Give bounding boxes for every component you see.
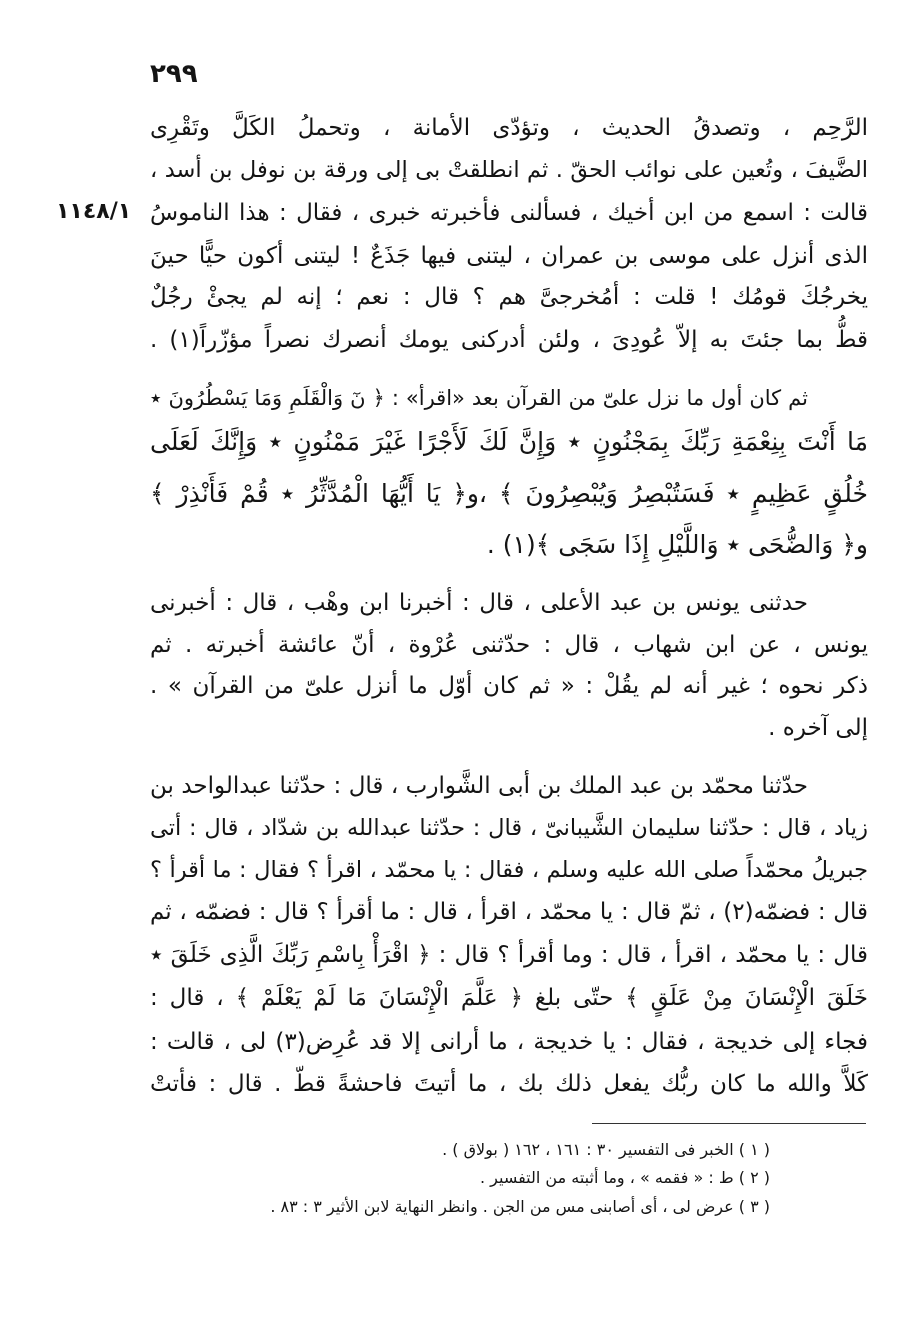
text-line: كَلاَّ والله ما كان ربُّك يفعل ذلك بك ، ما أتيتَ فاحشةً قطّ . قال : فأتتْ	[150, 1071, 868, 1097]
text-line: حدثنى يونس بن عبد الأعلى ، قال : أخبرنا ابن وهْب ، قال : أخبرنى	[150, 590, 808, 616]
footnote: ( ٣ ) عرض لى ، أى أصابنى مس من الجن . وانظر النهاية لابن الأثير ٣ : ٨٣ .	[270, 1197, 770, 1216]
page-number: ٢٩٩	[150, 59, 198, 89]
text-line: يخرجُكَ قومُك ! قلت : أمُخرجىَّ هم ؟ قال : نعم ؛ إنه لم يجئْ رجُلٌ	[150, 284, 868, 310]
text-line: و﴿ وَالضُّحَى ٭ وَاللَّيْلِ إِذَا سَجَى ﴾(١) .	[486, 530, 868, 559]
text-line: خُلُقٍ عَظِيمٍ ٭ فَسَتُبْصِرُ وَيُبْصِرُونَ ﴾ ،و﴿ يَا أَيُّهَا الْمُدَّثِّرُ ٭ قُمْ فَأَنْذِرْ ﴾	[150, 479, 868, 508]
text-line: قال : فضمّه(٢) ، ثمّ قال : يا محمّد ، اقرأ ، قال : ما أقرأ ؟ قال : فضمّه ، ثم	[150, 899, 868, 925]
text-line: الرَّحِم ، وتصدقُ الحديث ، وتؤدّى الأمانة ، وتحملُ الكَلَّ وتَقْرِى	[150, 115, 868, 141]
footnote: ( ١ ) الخبر فى التفسير ٣٠ : ١٦١ ، ١٦٢ ( بولاق ) .	[442, 1140, 770, 1159]
text-line: يونس ، عن ابن شهاب ، قال : حدّثنى عُرْوة ، أنّ عائشة أخبرته . ثم	[150, 632, 868, 658]
margin-reference-note: ١١٤٨/١	[56, 199, 132, 224]
text-line: مَا أَنْتَ بِنِعْمَةِ رَبِّكَ بِمَجْنُونٍ ٭ وَإِنَّ لَكَ لَأَجْرًا غَيْرَ مَمْنُونٍ ٭ وَإِنَّكَ لَعَلَى	[150, 427, 868, 456]
footnote-separator	[592, 1123, 866, 1124]
text-line: قالت : اسمع من ابن أخيك ، فسألنى فأخبرته خبرى ، فقال : هذا الناموسُ	[150, 200, 868, 226]
text-line: خَلَقَ الْإِنْسَانَ مِنْ عَلَقٍ ﴾ حتّى بلغ ﴿ عَلَّمَ الْإِنْسَانَ مَا لَمْ يَعْلَمْ ﴾ ، قال :	[150, 985, 868, 1011]
text-line: الذى أنزل على موسى بن عمران ، ليتنى فيها جَذَعٌ ! ليتنى أكون حيًّا حينَ	[150, 243, 868, 269]
footnote: ( ٢ ) ط : « فقمه » ، وما أثبته من التفسير .	[479, 1168, 770, 1187]
text-line: قطُّ بما جئتَ به إلاّ عُودِىَ ، ولئن أدركنى يومك أنصرك نصراً مؤزّراً(١) .	[150, 327, 868, 353]
text-line: زياد ، قال : حدّثنا سليمان الشَّيبانىّ ، قال : حدّثنا عبدالله بن شدّاد ، قال : أتى	[150, 815, 868, 841]
text-line: جبريلُ محمّداً صلى الله عليه وسلم ، فقال : يا محمّد ، اقرأ ؟ فقال : ما أقرأ ؟	[150, 857, 868, 883]
text-line: ثم كان أول ما نزل علىّ من القرآن بعد «اقرأ» : ﴿ نٓ وَالْقَلَمِ وَمَا يَسْطُرُونَ ٭	[150, 386, 808, 410]
text-line: ذكر نحوه ؛ غير أنه لم يقُلْ : « ثم كان أوّل ما أنزل علىّ من القرآن » .	[150, 673, 868, 699]
text-line: إلى آخره .	[768, 715, 868, 741]
text-line: حدّثنا محمّد بن عبد الملك بن أبى الشَّوارب ، قال : حدّثنا عبدالواحد بن	[150, 773, 808, 799]
text-line: فجاء إلى خديجة ، فقال : يا خديجة ، ما أرانى إلا قد عُرِض(٣) لى ، قالت :	[150, 1029, 868, 1055]
text-line: الضَّيفَ ، وتُعين على نوائب الحقّ . ثم انطلقتْ بى إلى ورقة بن نوفل بن أسد ،	[150, 157, 868, 183]
text-line: قال : يا محمّد ، اقرأ ، قال : وما أقرأ ؟ قال : ﴿ اقْرَأْ بِاسْمِ رَبِّكَ الَّذِى خَلَقَ ٭	[150, 942, 868, 968]
